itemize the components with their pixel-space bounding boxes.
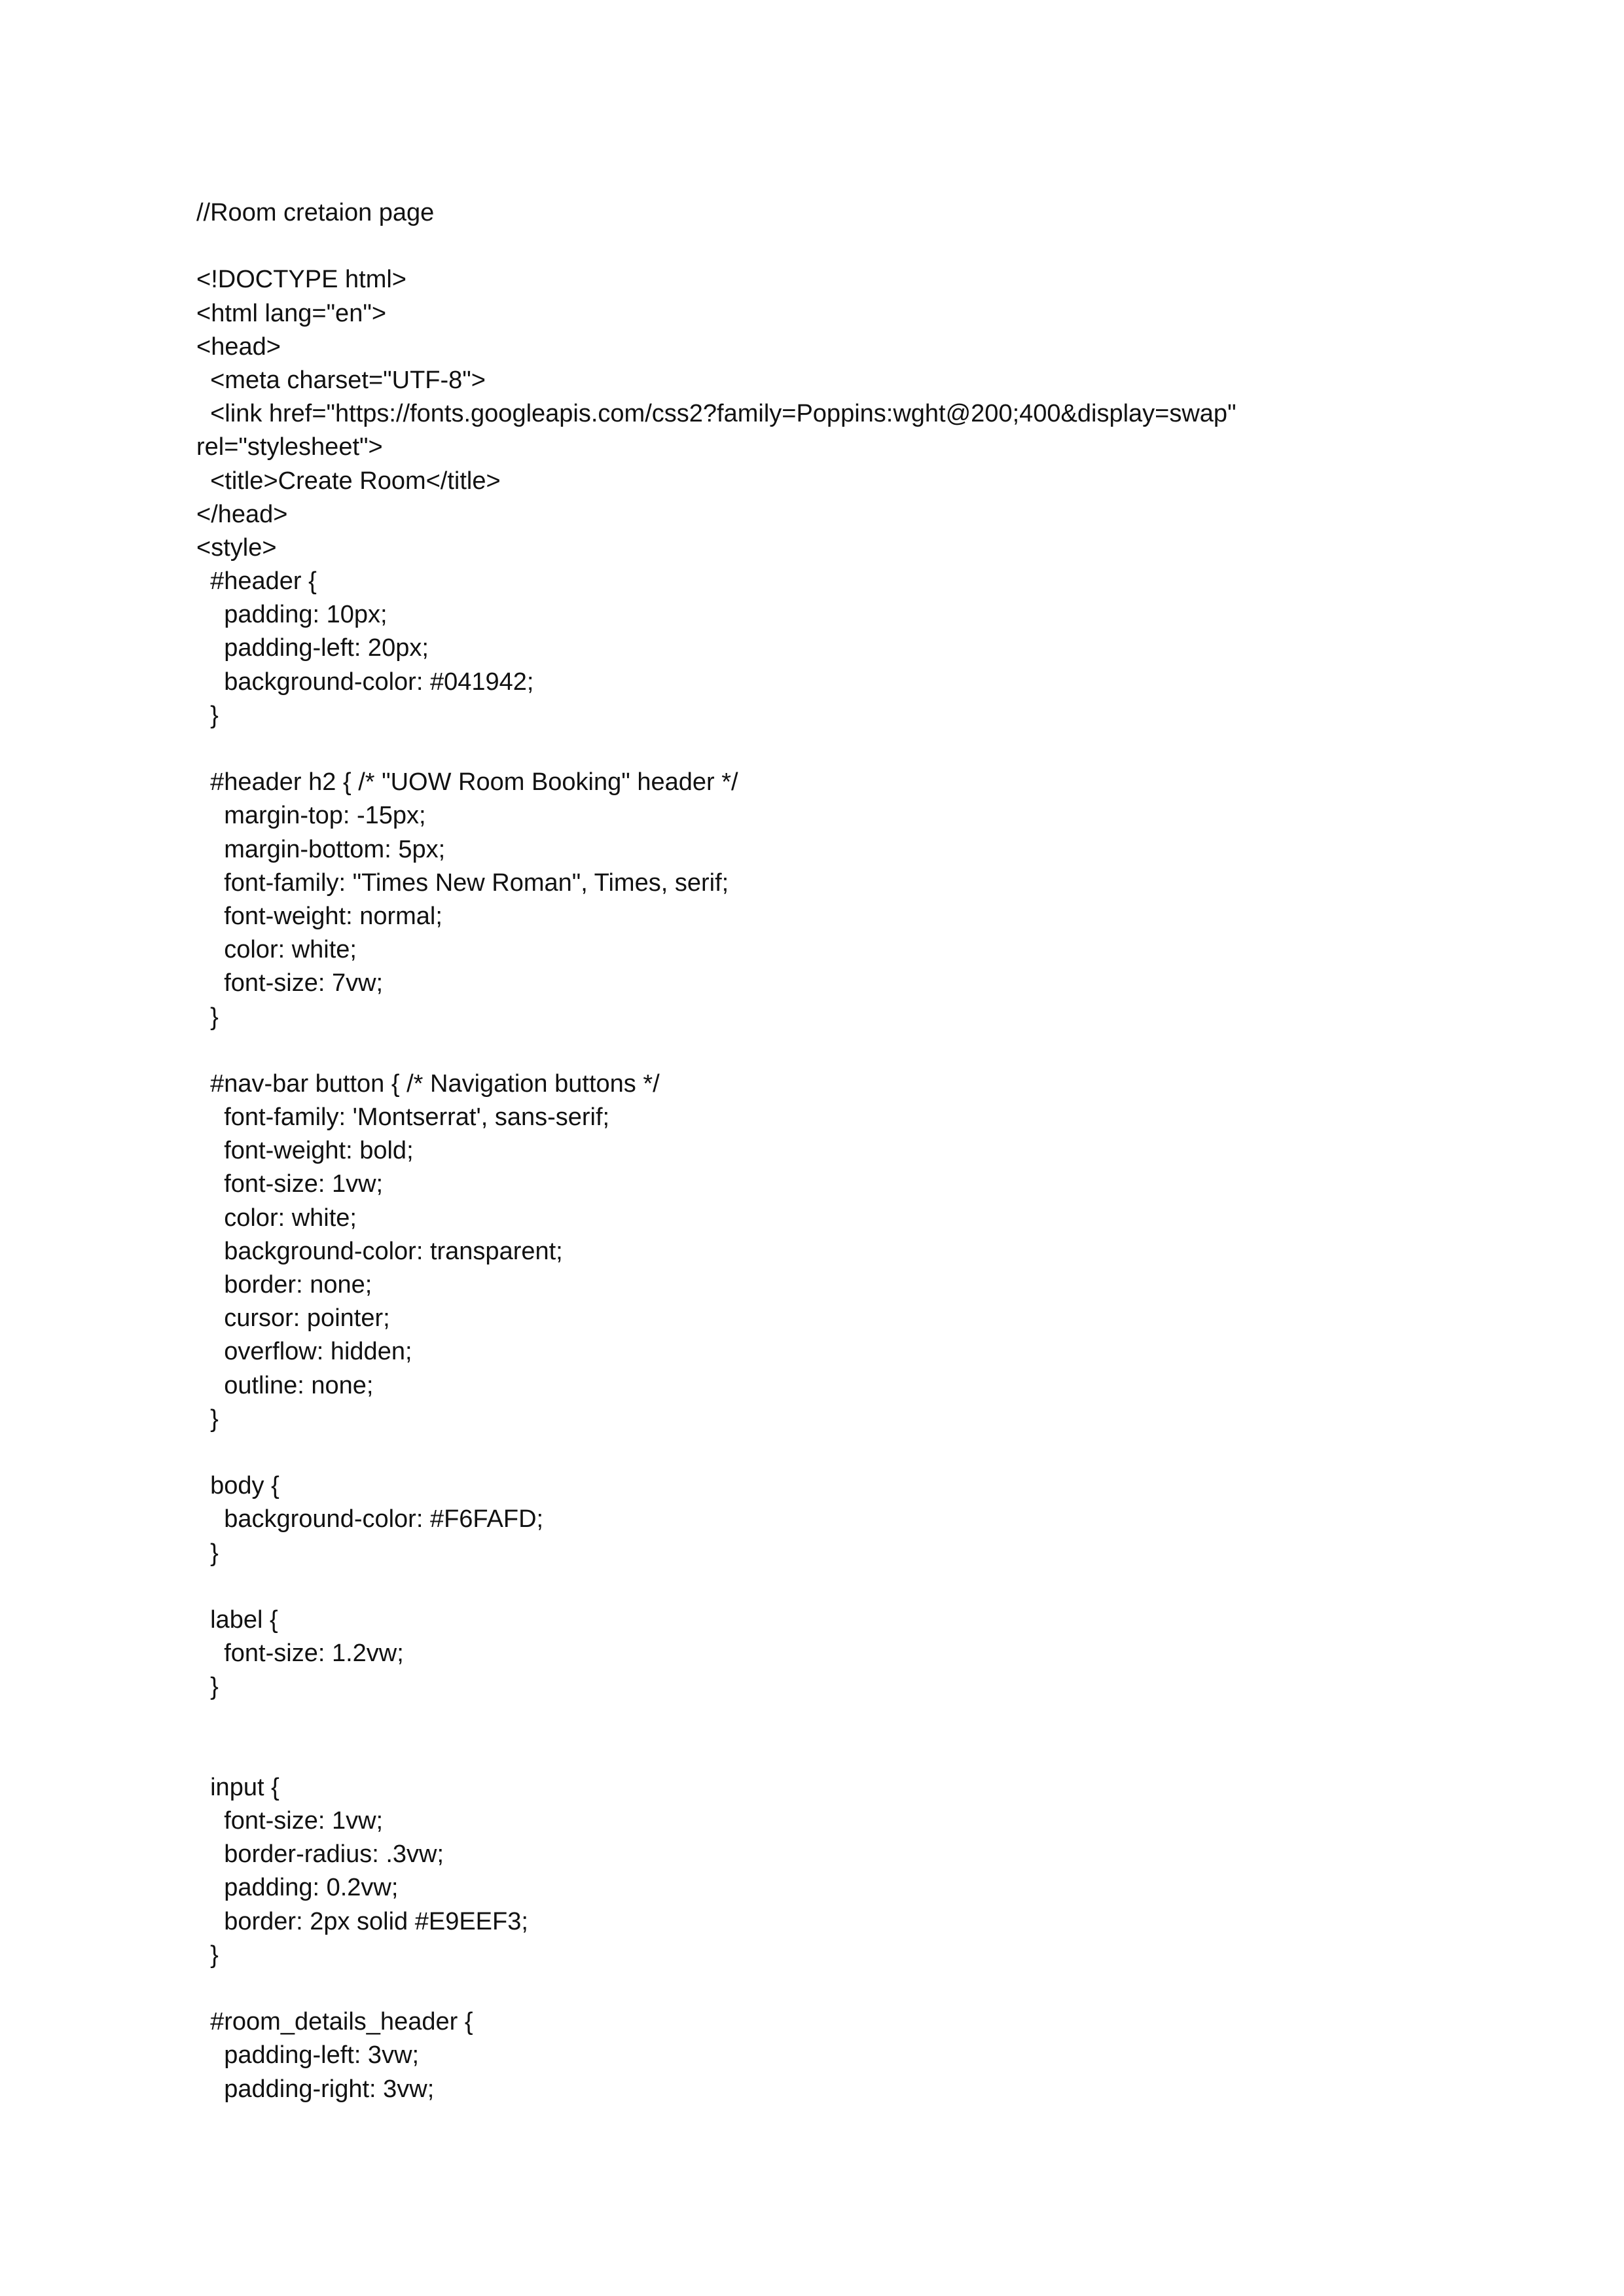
code-line: font-weight: normal; [196, 902, 442, 930]
code-line: } [196, 1941, 219, 1969]
blank-line [196, 1704, 1440, 1737]
code-line: body { [196, 1472, 280, 1500]
code-line: font-family: "Times New Roman", Times, serif; [196, 869, 729, 897]
code-line: <style> [196, 533, 277, 562]
code-line: overflow: hidden; [196, 1338, 412, 1366]
code-line: font-size: 1vw; [196, 1170, 384, 1198]
code-line: } [196, 701, 219, 729]
code-line: label { [196, 1605, 278, 1634]
code-line: padding-right: 3vw; [196, 2075, 435, 2103]
code-line: <link href="https://fonts.googleapis.com/css2?family=Poppins:wght@200;400&display=swap" [196, 400, 1236, 428]
code-line: #room_details_header { [196, 2008, 473, 2036]
code-line: margin-top: -15px; [196, 802, 426, 830]
code-line: padding: 10px; [196, 601, 388, 629]
code-line: } [196, 1673, 219, 1701]
code-line: background-color: #041942; [196, 668, 534, 696]
code-line: <meta charset="UTF-8"> [196, 366, 486, 394]
code-line: border-radius: .3vw; [196, 1840, 444, 1869]
code-line: padding-left: 20px; [196, 634, 429, 662]
blank-line [196, 1972, 1440, 2005]
blank-line [196, 230, 1440, 263]
code-line: <head> [196, 332, 281, 361]
code-line: } [196, 1003, 219, 1031]
blank-line [196, 1738, 1440, 1771]
code-line: #nav-bar button { /* Navigation buttons */ [196, 1069, 660, 1098]
code-line: rel="stylesheet"> [196, 433, 383, 461]
code-line: padding: 0.2vw; [196, 1874, 399, 1902]
blank-line [196, 1034, 1440, 1067]
code-line: font-family: 'Montserrat', sans-serif; [196, 1103, 610, 1132]
code-line: cursor: pointer; [196, 1304, 390, 1333]
blank-line [196, 1570, 1440, 1604]
code-line: //Room cretaion page [196, 199, 435, 226]
code-line: color: white; [196, 1204, 357, 1232]
code-line: <html lang="en"> [196, 299, 387, 327]
code-line: color: white; [196, 936, 357, 964]
code-line: input { [196, 1773, 280, 1801]
code-line: } [196, 1539, 219, 1567]
code-line: border: 2px solid #E9EEF3; [196, 1907, 528, 1935]
code-line: #header { [196, 567, 317, 596]
blank-line [196, 732, 1440, 766]
code-line: font-size: 1.2vw; [196, 1640, 404, 1668]
blank-line [196, 1436, 1440, 1469]
code-line: border: none; [196, 1271, 372, 1299]
code-line: </head> [196, 500, 288, 528]
code-line: #header h2 { /* "UOW Room Booking" header */ [196, 768, 738, 797]
code-line: font-size: 1vw; [196, 1807, 384, 1835]
code-listing [196, 196, 1440, 2106]
code-line: background-color: #F6FAFD; [196, 1505, 544, 1534]
code-line: <!DOCTYPE html> [196, 266, 406, 294]
code-line: <title>Create Room</title> [196, 467, 501, 495]
code-line: font-size: 7vw; [196, 969, 384, 997]
code-line: padding-left: 3vw; [196, 2041, 420, 2070]
code-line: outline: none; [196, 1371, 374, 1399]
code-line: font-weight: bold; [196, 1137, 414, 1165]
code-line: margin-bottom: 5px; [196, 835, 446, 863]
code-line: } [196, 1405, 219, 1433]
code-line: background-color: transparent; [196, 1237, 563, 1265]
